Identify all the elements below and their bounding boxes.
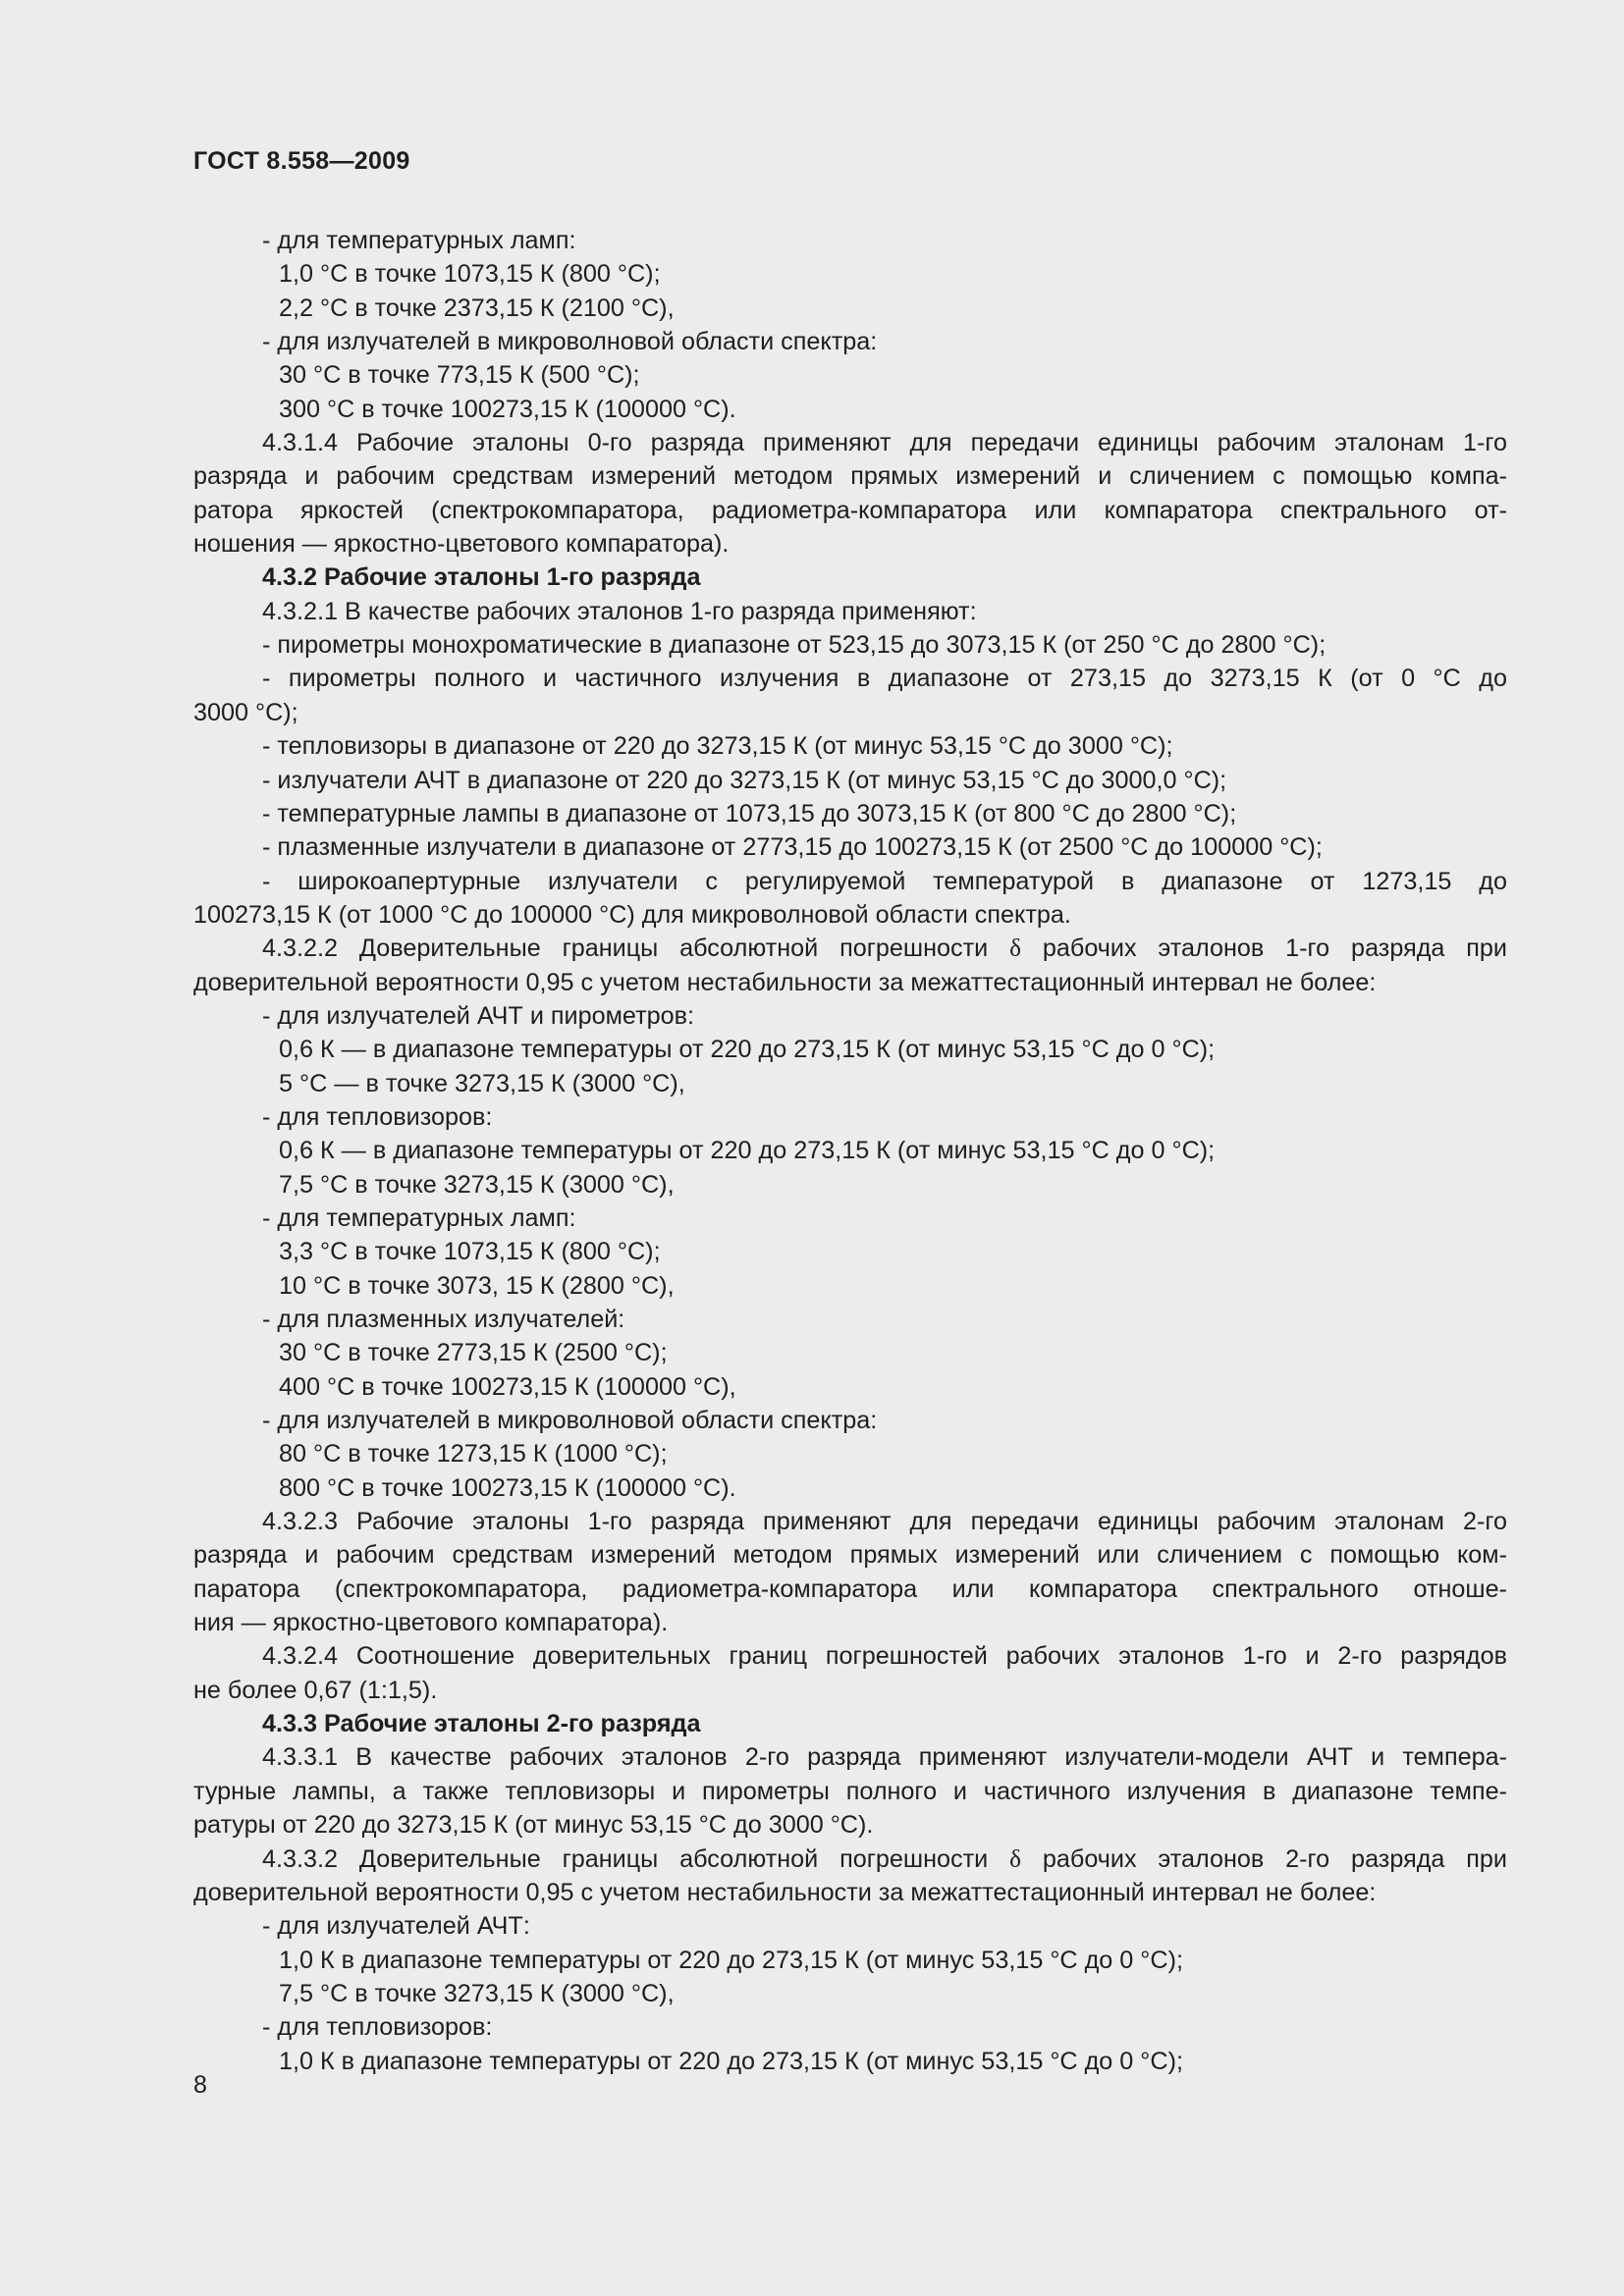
text-line: - для тепловизоров:: [262, 2013, 493, 2042]
delta-symbol: δ: [1009, 935, 1021, 963]
text-line: - пирометры монохроматические в диапазоне от 523,15 до 3073,15 К (от 250 °С до 2800 °С);: [262, 631, 1326, 660]
text-line: - для тепловизоров:: [262, 1102, 493, 1131]
text-line: 3000 °С);: [193, 698, 298, 726]
page-number: 8: [193, 2071, 207, 2099]
text-line: 30 °С в точке 2773,15 К (2500 °С);: [279, 1339, 668, 1367]
text-fragment: рабочих эталонов 2-го разряда при: [1021, 1844, 1507, 1873]
text-line: - для излучателей АЧТ и пирометров:: [262, 1001, 695, 1030]
section-heading: 4.3.2 Рабочие эталоны 1-го разряда: [262, 563, 701, 592]
text-line: разряда и рабочим средствам измерений методом прямых измерений или сличением с помощью ком-: [193, 1541, 1507, 1570]
text-line: [193, 1842, 1507, 1876]
text-fragment: рабочих эталонов 1-го разряда при: [1021, 934, 1507, 963]
text-line: ношения — яркостно-цветового компаратора).: [193, 530, 730, 559]
text-fragment: 4.3.3.2 Доверительные границы абсолютной погрешности: [262, 1844, 1010, 1873]
text-line: - излучатели АЧТ в диапазоне от 220 до 3273,15 К (от минус 53,15 °С до 3000,0 °С);: [262, 766, 1227, 794]
text-fragment: 4.3.2.2 Доверительные границы абсолютной погрешности: [262, 934, 1010, 963]
text-line: 400 °С в точке 100273,15 К (100000 °С),: [279, 1372, 736, 1401]
text-line: не более 0,67 (1:1,5).: [193, 1676, 438, 1704]
text-line: 2,2 °С в точке 2373,15 К (2100 °С),: [279, 294, 675, 322]
text-line: 1,0 К в диапазоне температуры от 220 до 273,15 К (от минус 53,15 °С до 0 °С);: [279, 1946, 1183, 1974]
text-line: 4.3.2.1 В качестве рабочих эталонов 1-го разряда применяют:: [262, 597, 977, 625]
text-line: 1,0 К в диапазоне температуры от 220 до 273,15 К (от минус 53,15 °С до 0 °С);: [279, 2047, 1183, 2075]
text-line: 4.3.2.4 Соотношение доверительных границ погрешностей рабочих эталонов 1-го и 2-го разрядов: [262, 1642, 1507, 1671]
text-line: 0,6 К — в диапазоне температуры от 220 до 273,15 К (от минус 53,15 °С до 0 °С);: [279, 1036, 1216, 1064]
text-line: 7,5 °С в точке 3273,15 К (3000 °С),: [279, 1170, 675, 1199]
text-line: доверительной вероятности 0,95 с учетом нестабильности за межаттестационный интервал не более:: [193, 968, 1377, 996]
text-line: паратора (спектрокомпаратора, радиометра-компаратора или компаратора спектрального отноше-: [193, 1575, 1507, 1603]
text-line: ратуры от 220 до 3273,15 К (от минус 53,15 °С до 3000 °С).: [193, 1811, 874, 1840]
text-line: турные лампы, а также тепловизоры и пирометры полного и частичного излучения в диапазоне темпе-: [193, 1777, 1507, 1805]
text-line: ния — яркостно-цветового компаратора).: [193, 1609, 669, 1637]
text-line: [193, 932, 1507, 965]
text-line: 800 °С в точке 100273,15 К (100000 °С).: [279, 1473, 736, 1502]
text-line: 100273,15 К (от 1000 °С до 100000 °С) для микроволновой области спектра.: [193, 900, 1071, 929]
text-line: 30 °С в точке 773,15 К (500 °С);: [279, 361, 640, 390]
text-line: 3,3 °С в точке 1073,15 К (800 °С);: [279, 1238, 661, 1266]
text-line: - для излучателей в микроволновой области спектра:: [262, 328, 878, 356]
text-line: - для излучателей в микроволновой области спектра:: [262, 1407, 878, 1435]
text-line: ратора яркостей (спектрокомпаратора, радиометра-компаратора или компаратора спектрального от-: [193, 496, 1507, 524]
text-line: - пирометры полного и частичного излучения в диапазоне от 273,15 до 3273,15 К (от 0 °С до: [262, 665, 1507, 693]
text-line: - для температурных ламп:: [262, 1203, 576, 1232]
text-line: 4.3.3.1 В качестве рабочих эталонов 2-го разряда применяют излучатели-модели АЧТ и темпера-: [262, 1743, 1507, 1772]
text-line: - для излучателей АЧТ:: [262, 1912, 530, 1941]
text-line: 80 °С в точке 1273,15 К (1000 °С);: [279, 1440, 668, 1468]
text-line: 5 °С — в точке 3273,15 К (3000 °С),: [279, 1069, 685, 1097]
delta-symbol: δ: [1009, 1845, 1021, 1873]
text-line: - для температурных ламп:: [262, 227, 576, 254]
text-line: - плазменные излучатели в диапазоне от 2773,15 до 100273,15 К (от 2500 °С до 100000 °С);: [262, 833, 1323, 862]
document-header: ГОСТ 8.558—2009: [193, 147, 410, 175]
text-line: 0,6 К — в диапазоне температуры от 220 до 273,15 К (от минус 53,15 °С до 0 °С);: [279, 1137, 1216, 1165]
section-heading: 4.3.3 Рабочие эталоны 2-го разряда: [262, 1710, 701, 1738]
text-line: 300 °С в точке 100273,15 К (100000 °С).: [279, 395, 736, 423]
text-line: 4.3.2.3 Рабочие эталоны 1-го разряда применяют для передачи единицы рабочим эталонам 2-го: [262, 1508, 1507, 1536]
text-line: доверительной вероятности 0,95 с учетом нестабильности за межаттестационный интервал не более:: [193, 1878, 1377, 1906]
document-body: [193, 224, 1507, 2078]
text-line: 7,5 °С в точке 3273,15 К (3000 °С),: [279, 1979, 675, 2007]
text-line: - широкоапертурные излучатели с регулируемой температурой в диапазоне от 1273,15 до: [262, 867, 1507, 895]
text-line: 1,0 °С в точке 1073,15 К (800 °С);: [279, 260, 661, 289]
text-line: - для плазменных излучателей:: [262, 1306, 625, 1333]
text-line: - тепловизоры в диапазоне от 220 до 3273,15 К (от минус 53,15 °С до 3000 °С);: [262, 732, 1173, 761]
text-line: - температурные лампы в диапазоне от 1073,15 до 3073,15 К (от 800 °С до 2800 °С);: [262, 799, 1237, 828]
text-line: 4.3.1.4 Рабочие эталоны 0-го разряда применяют для передачи единицы рабочим эталонам 1-го: [262, 429, 1507, 457]
text-line: разряда и рабочим средствам измерений методом прямых измерений и сличением с помощью компа-: [193, 462, 1507, 491]
text-line: 10 °С в точке 3073, 15 К (2800 °С),: [279, 1271, 675, 1300]
